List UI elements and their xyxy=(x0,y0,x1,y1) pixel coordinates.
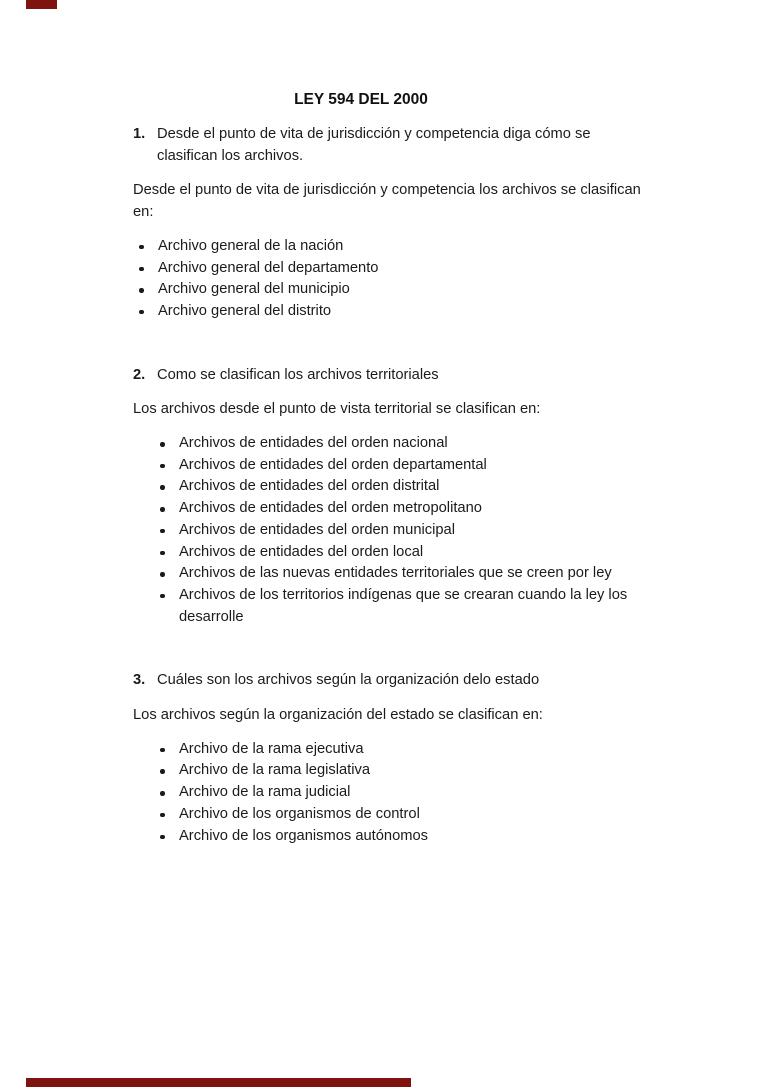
question-2-number: 2. xyxy=(133,366,146,383)
question-1-text: Desde el punto de vita de jurisdicción y competencia diga cómo se clasifican los archivos. xyxy=(157,126,591,164)
list-item: Archivos de entidades del orden nacional xyxy=(133,433,645,455)
question-1 xyxy=(133,124,645,167)
list-item: Archivo de los organismos de control xyxy=(133,804,645,826)
question-3-text: Cuáles son los archivos según la organización delo estado xyxy=(157,672,540,689)
bullet-list-3 xyxy=(133,739,645,848)
list-item: Archivo general del municipio xyxy=(133,279,645,301)
list-item: Archivo general del departamento xyxy=(133,258,645,280)
bullet-list-2 xyxy=(133,433,645,628)
question-2 xyxy=(133,365,645,387)
list-item: Archivos de entidades del orden municipal xyxy=(133,520,645,542)
document-content xyxy=(133,0,645,847)
list-item: Archivo de los organismos autónomos xyxy=(133,826,645,848)
list-item: Archivos de entidades del orden departamental xyxy=(133,455,645,477)
question-2-text: Como se clasifican los archivos territoriales xyxy=(157,366,439,383)
bullet-list-1 xyxy=(133,236,645,323)
list-item: Archivo de la rama legislativa xyxy=(133,760,645,782)
list-item: Archivos de los territorios indígenas que se crearan cuando la ley los desarrolle xyxy=(133,585,645,628)
list-item: Archivo de la rama judicial xyxy=(133,782,645,804)
list-item: Archivos de las nuevas entidades territoriales que se creen por ley xyxy=(133,563,645,585)
progress-bar-bottom xyxy=(26,1078,411,1087)
question-3-number: 3. xyxy=(133,672,146,689)
list-item: Archivos de entidades del orden distrital xyxy=(133,476,645,498)
list-item: Archivo general del distrito xyxy=(133,301,645,323)
answer-intro-1: Desde el punto de vita de jurisdicción y competencia los archivos se clasifican en: xyxy=(133,182,641,221)
list-item: Archivo de la rama ejecutiva xyxy=(133,739,645,761)
list-item: Archivos de entidades del orden metropolitano xyxy=(133,498,645,520)
list-item: Archivos de entidades del orden local xyxy=(133,542,645,564)
question-3 xyxy=(133,670,645,692)
progress-bar-top xyxy=(26,0,57,9)
page-title: LEY 594 DEL 2000 xyxy=(294,91,428,108)
answer-intro-2: Los archivos desde el punto de vista territorial se clasifican en: xyxy=(133,401,541,418)
answer-intro-3: Los archivos según la organización del estado se clasifican en: xyxy=(133,707,543,724)
list-item: Archivo general de la nación xyxy=(133,236,645,258)
question-1-number: 1. xyxy=(133,126,146,142)
